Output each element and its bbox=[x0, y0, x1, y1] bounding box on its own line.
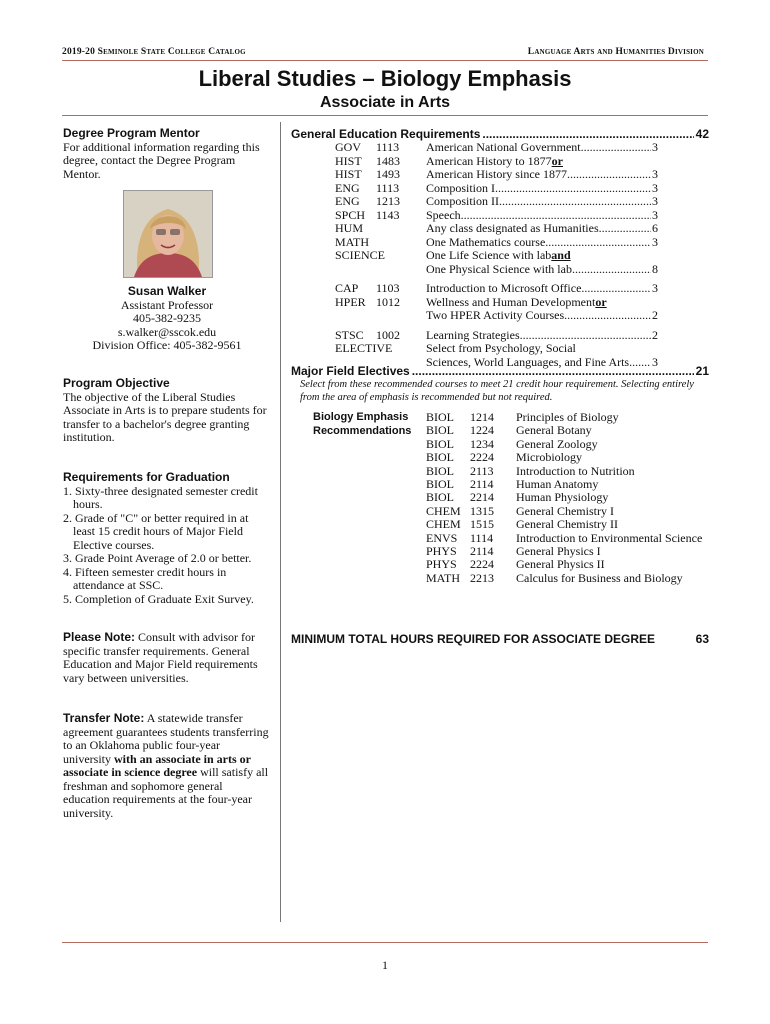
leader-dots bbox=[567, 168, 651, 182]
biology-emphasis-label: Biology Emphasis bbox=[313, 411, 409, 423]
transfer-note-bold: with an associate in arts or associate in science degree bbox=[63, 751, 251, 779]
page-title: Liberal Studies – Biology Emphasis bbox=[198, 66, 572, 91]
running-head-left: 2019-20 Seminole State College Catalog bbox=[62, 47, 246, 57]
course-number: 1113 bbox=[376, 180, 400, 195]
course-name: Microbiology bbox=[516, 450, 582, 465]
course-description bbox=[426, 282, 658, 296]
major-field-heading bbox=[291, 364, 709, 378]
course-number: 1515 bbox=[470, 517, 494, 532]
conjunction: and bbox=[551, 248, 571, 262]
running-head-right: Language Arts and Humanities Division bbox=[527, 47, 704, 57]
please-note bbox=[63, 631, 271, 685]
credit-hours: 3 bbox=[652, 234, 658, 249]
credit-hours: 3 bbox=[652, 167, 658, 181]
mentor-text: For additional information regarding this degree, contact the Degree Program Mentor. bbox=[63, 139, 260, 181]
mentor-role: Assistant Professor bbox=[120, 297, 214, 312]
course-number: 2114 bbox=[470, 544, 494, 558]
course-number: 2224 bbox=[470, 557, 494, 572]
leader-dots bbox=[581, 141, 651, 155]
leader-dots bbox=[499, 195, 651, 209]
course-number: 2213 bbox=[470, 570, 494, 585]
column-divider bbox=[280, 122, 281, 922]
course-name: Introduction to Nutrition bbox=[516, 463, 635, 478]
course-code: BIOL bbox=[426, 450, 454, 465]
major-field-hours: 21 bbox=[695, 364, 709, 378]
transfer-note-label: Transfer Note: bbox=[63, 711, 145, 725]
course-title: Composition I bbox=[426, 180, 496, 195]
course-name: General Physics II bbox=[516, 557, 605, 572]
leader-dots bbox=[599, 222, 651, 236]
credit-hours: 3 bbox=[652, 354, 658, 369]
course-number: 1103 bbox=[376, 281, 400, 295]
requirement-item: 1. Sixty-three designated semester credit hours. bbox=[63, 483, 258, 511]
course-description bbox=[426, 209, 658, 223]
course-number: 1213 bbox=[376, 194, 400, 208]
course-description bbox=[426, 342, 658, 356]
gen-ed-hours: 42 bbox=[695, 127, 709, 141]
course-number: 1114 bbox=[470, 530, 494, 545]
objective-section bbox=[63, 377, 271, 445]
mentor-office: Division Office: 405-382-9561 bbox=[92, 338, 242, 352]
mentor-phone: 405-382-9235 bbox=[133, 311, 201, 325]
please-note-text: Consult with advisor for specific transfer requirements. General Education and Major Field requirements vary between universities. bbox=[63, 630, 258, 685]
course-number: 1483 bbox=[376, 153, 400, 168]
credit-hours: 3 bbox=[652, 140, 658, 154]
course-code: HPER bbox=[335, 294, 366, 309]
course-number: 1143 bbox=[376, 207, 400, 222]
course-name: Introduction to Environmental Science bbox=[516, 530, 703, 545]
course-description bbox=[426, 309, 658, 323]
leader-dots bbox=[564, 309, 651, 323]
course-title: Select from Psychology, Social bbox=[426, 341, 576, 355]
course-title: Sciences, World Languages, and Fine Arts bbox=[426, 354, 630, 369]
course-name: Principles of Biology bbox=[516, 410, 619, 424]
course-code: BIOL bbox=[426, 463, 454, 478]
gen-ed-heading bbox=[291, 127, 709, 141]
credit-hours: 8 bbox=[652, 261, 658, 276]
course-code: BIOL bbox=[426, 423, 454, 438]
course-name: General Physics I bbox=[516, 544, 601, 558]
course-code: STSC bbox=[335, 327, 364, 342]
mentor-photo bbox=[123, 190, 213, 278]
course-title: American National Government bbox=[426, 140, 581, 154]
credit-hours: 3 bbox=[652, 207, 658, 222]
course-code: PHYS bbox=[426, 557, 457, 572]
course-code: CHEM bbox=[426, 503, 461, 518]
course-number: 1234 bbox=[470, 436, 494, 451]
course-description bbox=[426, 329, 658, 343]
course-description bbox=[426, 236, 658, 250]
mentor-section bbox=[63, 127, 271, 181]
course-name: General Chemistry I bbox=[516, 503, 614, 518]
course-description bbox=[426, 182, 658, 196]
course-number: 1315 bbox=[470, 503, 494, 518]
course-number: 1002 bbox=[376, 327, 400, 342]
credit-hours: 3 bbox=[652, 194, 658, 208]
leader-dots bbox=[572, 263, 651, 277]
requirement-item: 5. Completion of Graduate Exit Survey. bbox=[63, 591, 254, 606]
transfer-note-text-1: A statewide transfer agreement guarantees students transferring to an Oklahoma public four-year university bbox=[63, 711, 269, 766]
leader-dots bbox=[461, 209, 651, 223]
course-title: Introduction to Microsoft Office bbox=[426, 281, 582, 295]
requirements-list bbox=[63, 485, 271, 607]
course-code: MATH bbox=[335, 234, 370, 249]
leader-dots bbox=[482, 127, 693, 141]
course-code: ENG bbox=[335, 180, 360, 195]
footer-rule bbox=[62, 942, 708, 943]
course-title: One Life Science with lab bbox=[426, 248, 552, 262]
course-number: 1224 bbox=[470, 423, 494, 438]
requirement-item: 2. Grade of "C" or better required in at least 15 credit hours of Major Field Elective courses. bbox=[63, 510, 249, 552]
credit-hours: 3 bbox=[652, 180, 658, 195]
course-title: American History since 1877 bbox=[426, 167, 567, 181]
course-name: Human Anatomy bbox=[516, 477, 599, 491]
course-code: HUM bbox=[335, 221, 364, 235]
course-name: Human Physiology bbox=[516, 490, 609, 505]
major-field-note: Select from these recommended courses to meet 21 credit hour requirement. Selecting entirely from the area of emphasis is recommended but not required. bbox=[300, 379, 694, 403]
title-rule bbox=[62, 115, 708, 116]
course-code: ENG bbox=[335, 194, 360, 208]
course-code: BIOL bbox=[426, 410, 454, 424]
course-title: Learning Strategies bbox=[426, 327, 520, 342]
recommendations-label: Recommendations bbox=[313, 424, 412, 437]
course-description bbox=[426, 249, 658, 263]
course-name: General Botany bbox=[516, 423, 592, 438]
credit-hours: 3 bbox=[652, 281, 658, 295]
course-code: ENVS bbox=[426, 530, 458, 545]
credit-hours: 2 bbox=[652, 327, 658, 342]
transfer-note-text-2: will satisfy all freshman and sophomore general education requirements at the four-year university. bbox=[63, 765, 269, 820]
header-rule bbox=[62, 60, 708, 61]
course-number: 1113 bbox=[376, 140, 400, 154]
course-description bbox=[426, 296, 658, 310]
leader-dots bbox=[545, 236, 651, 250]
course-code: CHEM bbox=[426, 517, 461, 532]
course-number: 2224 bbox=[470, 450, 494, 465]
course-title: Any class designated as Humanities bbox=[426, 221, 599, 235]
conjunction: or bbox=[595, 294, 607, 309]
objective-heading: Program Objective bbox=[63, 376, 170, 390]
minimum-hours-value: 63 bbox=[695, 632, 709, 646]
requirements-heading: Requirements for Graduation bbox=[63, 470, 230, 484]
major-field-heading-label: Major Field Electives bbox=[291, 364, 410, 378]
mentor-name: Susan Walker bbox=[127, 284, 207, 298]
course-title: One Mathematics course bbox=[426, 234, 546, 249]
course-description bbox=[426, 155, 658, 169]
course-code: ELECTIVE bbox=[335, 341, 393, 355]
course-description bbox=[426, 263, 658, 277]
course-code: SCIENCE bbox=[335, 248, 386, 262]
course-code: PHYS bbox=[426, 544, 457, 558]
course-code: MATH bbox=[426, 570, 461, 585]
leader-dots bbox=[495, 182, 651, 196]
course-code: BIOL bbox=[426, 490, 454, 505]
course-title: One Physical Science with lab bbox=[426, 261, 572, 276]
course-code: CAP bbox=[335, 281, 359, 295]
course-number: 1493 bbox=[376, 167, 400, 181]
course-code: BIOL bbox=[426, 436, 454, 451]
course-name: General Zoology bbox=[516, 436, 598, 451]
page-subtitle: Associate in Arts bbox=[319, 94, 451, 111]
course-description bbox=[426, 168, 658, 182]
course-title: American History to 1877 bbox=[426, 153, 552, 168]
minimum-hours-label: MINIMUM TOTAL HOURS REQUIRED FOR ASSOCIATE DEGREE bbox=[291, 632, 656, 646]
minimum-hours-row bbox=[291, 632, 709, 646]
course-description bbox=[426, 222, 658, 236]
course-title: Composition II bbox=[426, 194, 500, 208]
leader-dots bbox=[581, 282, 651, 296]
course-title: Two HPER Activity Courses bbox=[426, 308, 565, 322]
course-name: General Chemistry II bbox=[516, 517, 618, 532]
course-code: HIST bbox=[335, 153, 362, 168]
course-code: BIOL bbox=[426, 477, 454, 491]
requirement-item: 3. Grade Point Average of 2.0 or better. bbox=[63, 551, 252, 565]
course-title: Wellness and Human Development bbox=[426, 294, 596, 309]
mentor-heading: Degree Program Mentor bbox=[63, 126, 200, 140]
course-description bbox=[426, 195, 658, 209]
leader-dots bbox=[412, 364, 694, 378]
requirement-item: 4. Fifteen semester credit hours in attendance at SSC. bbox=[63, 564, 227, 592]
course-number: 2114 bbox=[470, 477, 494, 491]
credit-hours: 2 bbox=[652, 308, 658, 322]
please-note-label: Please Note: bbox=[63, 630, 136, 644]
leader-dots bbox=[520, 329, 651, 343]
credit-hours: 6 bbox=[652, 221, 658, 235]
mentor-contact bbox=[63, 285, 271, 353]
course-code: SPCH bbox=[335, 207, 366, 222]
course-number: 2113 bbox=[470, 463, 494, 478]
page-number: 1 bbox=[382, 958, 388, 972]
course-number: 1012 bbox=[376, 294, 400, 309]
course-number: 1214 bbox=[470, 410, 494, 424]
course-description bbox=[426, 141, 658, 155]
gen-ed-heading-label: General Education Requirements bbox=[291, 127, 481, 141]
objective-text: The objective of the Liberal Studies Associate in Arts is to prepare students for transfer to a bachelor's degree granting institution. bbox=[63, 389, 267, 444]
course-title: Speech bbox=[426, 207, 461, 222]
course-name: Calculus for Business and Biology bbox=[516, 570, 683, 585]
requirements-section bbox=[63, 471, 271, 606]
course-code: HIST bbox=[335, 167, 362, 181]
mentor-photo-image bbox=[124, 191, 212, 277]
conjunction: or bbox=[551, 153, 563, 168]
mentor-email[interactable]: s.walker@sscok.edu bbox=[117, 324, 217, 339]
transfer-note bbox=[63, 712, 271, 820]
course-code: GOV bbox=[335, 140, 361, 154]
course-number: 2214 bbox=[470, 490, 494, 505]
